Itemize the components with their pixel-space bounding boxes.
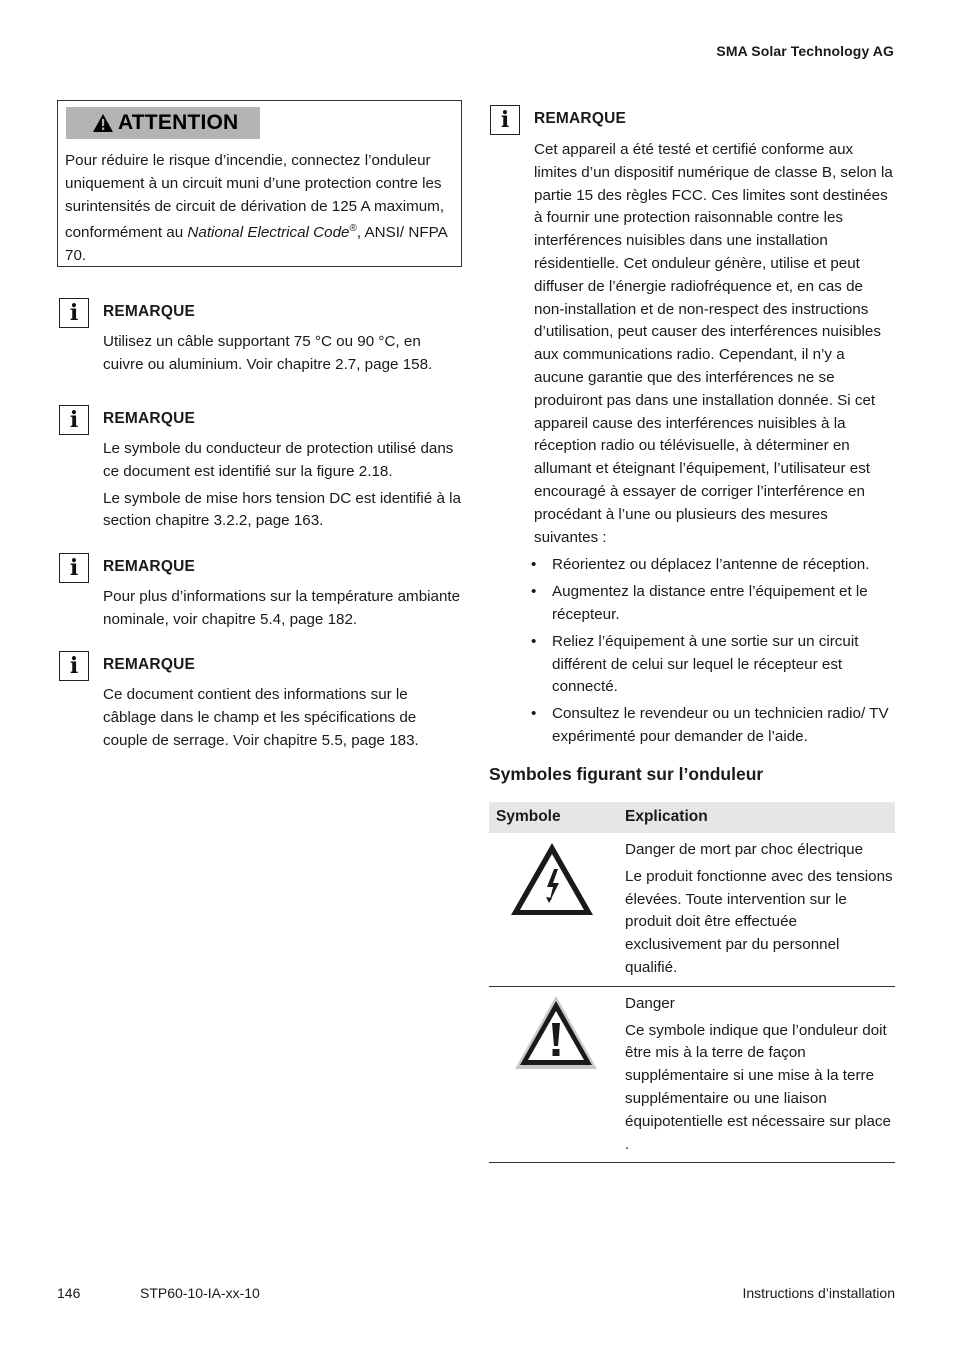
note-text: Ce document contient des informations sur le câblage dans le champ et les spécifications de couple de serrage. Voir chapitre 5.5, page 183.: [103, 686, 419, 749]
fcc-measures-list: [520, 554, 895, 748]
symbol-title: Danger: [625, 994, 675, 1012]
table-row: [489, 987, 895, 1164]
table-header: [489, 802, 895, 833]
column-header-symbol: Symbole: [496, 808, 561, 825]
list-item: • Consultez le revendeur ou un technicien radio/ TV expérimenté pour demander de l’aide.: [520, 703, 895, 749]
footer-doc-code: STP60-10-IA-xx-10: [140, 1285, 260, 1301]
info-icon: i: [59, 553, 89, 583]
header-company-name: SMA Solar Technology AG: [716, 43, 894, 59]
attention-header: [66, 107, 260, 139]
footer-doc-title: Instructions d’installation: [742, 1285, 895, 1301]
explanation-cell: [625, 833, 893, 986]
attention-box: [57, 100, 462, 267]
info-icon: i: [59, 298, 89, 328]
note-title: REMARQUE: [103, 303, 196, 320]
warning-triangle-icon: [92, 113, 114, 133]
table-row: [489, 833, 895, 987]
note-text: [534, 139, 895, 749]
note-text: Utilisez un câble supportant 75 °C ou 90 °C, en cuivre ou aluminium. Voir chapitre 2.7, page 158.: [103, 333, 433, 373]
section-title: Symboles figurant sur l’onduleur: [489, 764, 764, 784]
symbols-table: [489, 802, 895, 1163]
list-item: • Reliez l’équipement à une sortie sur un circuit différent de celui sur lequel le récepteur est connecté.: [520, 631, 895, 699]
info-icon: i: [59, 651, 89, 681]
note-title: REMARQUE: [103, 558, 196, 575]
explanation-cell: [625, 987, 893, 1163]
list-item: • Augmentez la distance entre l’équipement et le récepteur.: [520, 581, 895, 627]
attention-text: Pour réduire le risque d’incendie, connectez l’onduleur uniquement à un circuit muni d’une protection contre les surintensités de circuit de dérivation de 125 A maximum, conformément au National Electrical Code®, ANSI/ NFPA 70.: [65, 152, 447, 265]
note-title: REMARQUE: [103, 656, 196, 673]
symbol-title: Danger de mort par choc électrique: [625, 841, 864, 858]
note-text: Le symbole du conducteur de protection utilisé dans ce document est identifié sur la figure 2.18. Le symbole de mise hors tension DC est identifié à la section chapitre 3.2.2, page 163.: [103, 440, 461, 530]
note-title: REMARQUE: [103, 410, 196, 427]
electric-shock-warning-icon: [507, 839, 597, 919]
symbol-description: Ce symbole indique que l’onduleur doit être mis à la terre de façon supplémentaire si une mise à la terre supplémentaire ou une liaison équipotentielle est nécessaire sur place .: [625, 1021, 891, 1153]
footer-page-number: 146: [57, 1285, 81, 1301]
column-header-explanation: Explication: [625, 808, 708, 825]
note-title: REMARQUE: [534, 110, 627, 127]
symbol-description: Le produit fonctionne avec des tensions élevées. Toute intervention sur le produit doit être effectuée exclusivement par du personnel qualifié.: [625, 867, 893, 976]
fcc-paragraph: Cet appareil a été testé et certifié conforme aux limites d’un dispositif numérique de classe B, selon la partie 15 des règles FCC. Ces limites sont destinées à fournir une protection raisonnable contre les interférences nuisibles dans une installation résidentielle. Cet onduleur génère, utilise et peut diffuser de l’énergie radiofréquence et, en cas de non-installation et de non-respect des instructions d’utilisation, peut causer des interférences nuisibles aux communications radio. Cependant, il n’y a aucune garantie que des interférences ne se produiront pas dans une installation donnée. Si cet appareil cause des interférences nuisibles à la réception radio ou télévisuelle, à déterminer en allumant et éteignant l’équipement, l’utilisateur est encouragé à essayer de corriger l’interférence en procédant à l’une ou plusieurs des mesures suivantes :: [534, 141, 893, 546]
attention-label: ATTENTION: [118, 111, 239, 134]
list-item: • Réorientez ou déplacez l’antenne de réception.: [520, 554, 895, 577]
info-icon: i: [59, 405, 89, 435]
info-icon: i: [490, 105, 520, 135]
note-text: Pour plus d’informations sur la température ambiante nominale, voir chapitre 5.4, page 182.: [103, 588, 461, 628]
general-danger-warning-icon: [511, 993, 601, 1073]
